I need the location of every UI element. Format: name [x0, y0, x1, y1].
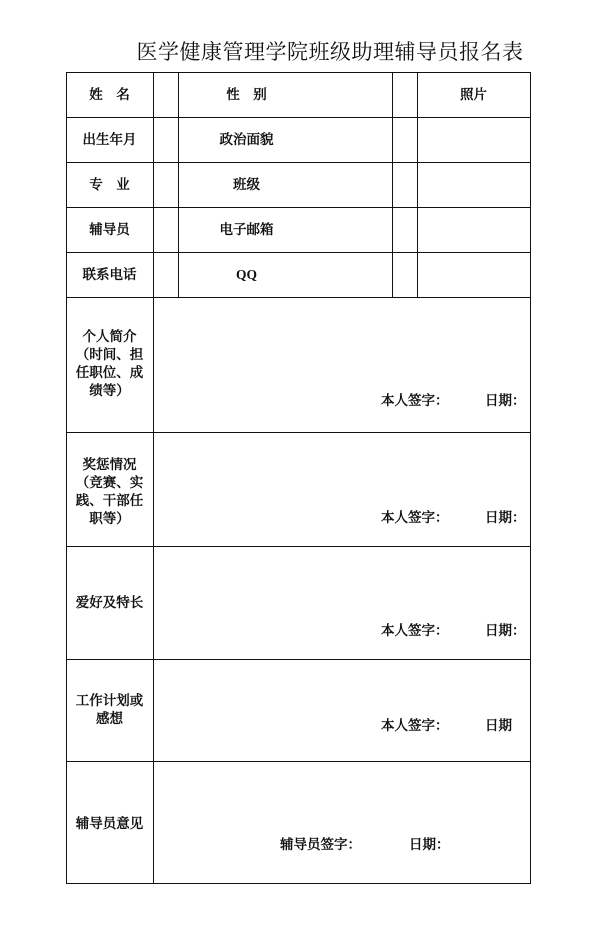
table-border-top: [66, 72, 531, 73]
table-border-bottom: [66, 883, 531, 884]
form-title: 医学健康管理学院班级助理辅导员报名表: [136, 40, 524, 64]
photo-label: 照片: [460, 87, 487, 103]
date-label: 日期：: [409, 837, 450, 853]
row-divider: [66, 117, 531, 118]
class-label: 班级: [233, 177, 260, 193]
counselor-label: 辅导员: [89, 222, 130, 238]
signature-label: 本人签字：: [381, 510, 449, 526]
gender-label: 性 别: [226, 87, 267, 103]
hobbies-label: 爱好及特长: [75, 595, 144, 611]
date-label: 日期：: [485, 393, 526, 409]
row-divider: [66, 252, 531, 253]
birth-date-label: 出生年月: [82, 132, 137, 148]
row-divider: [66, 761, 531, 762]
column-divider: [392, 72, 393, 297]
row-divider: [66, 432, 531, 433]
counselor-signature-label: 辅导员签字：: [280, 837, 361, 853]
qq-label: QQ: [235, 267, 257, 282]
row-divider: [66, 546, 531, 547]
major-label: 专 业: [89, 177, 130, 193]
row-divider: [66, 297, 531, 298]
counselor-opinion-label: 辅导员意见: [75, 816, 144, 832]
work-plan-label: 工作计划或 感想: [75, 693, 144, 727]
date-label: 日期: [485, 718, 512, 734]
row-divider: [66, 659, 531, 660]
table-border-right: [530, 72, 531, 883]
email-label: 电子邮箱: [219, 222, 274, 238]
personal-profile-label: 个人简介 （时间、担 任职位、成 绩等）: [75, 329, 144, 399]
column-divider: [153, 72, 154, 883]
name-label: 姓 名: [89, 87, 130, 103]
awards-label: 奖惩情况 （竞赛、实 践、干部任 职等）: [75, 457, 144, 527]
signature-label: 本人签字：: [381, 718, 449, 734]
date-label: 日期：: [485, 510, 526, 526]
phone-label: 联系电话: [82, 267, 137, 283]
signature-label: 本人签字：: [381, 623, 449, 639]
signature-label: 本人签字：: [381, 393, 449, 409]
date-label: 日期：: [485, 623, 526, 639]
row-divider: [66, 207, 531, 208]
column-divider: [417, 72, 418, 297]
row-divider: [66, 162, 531, 163]
political-status-label: 政治面貌: [219, 132, 274, 148]
